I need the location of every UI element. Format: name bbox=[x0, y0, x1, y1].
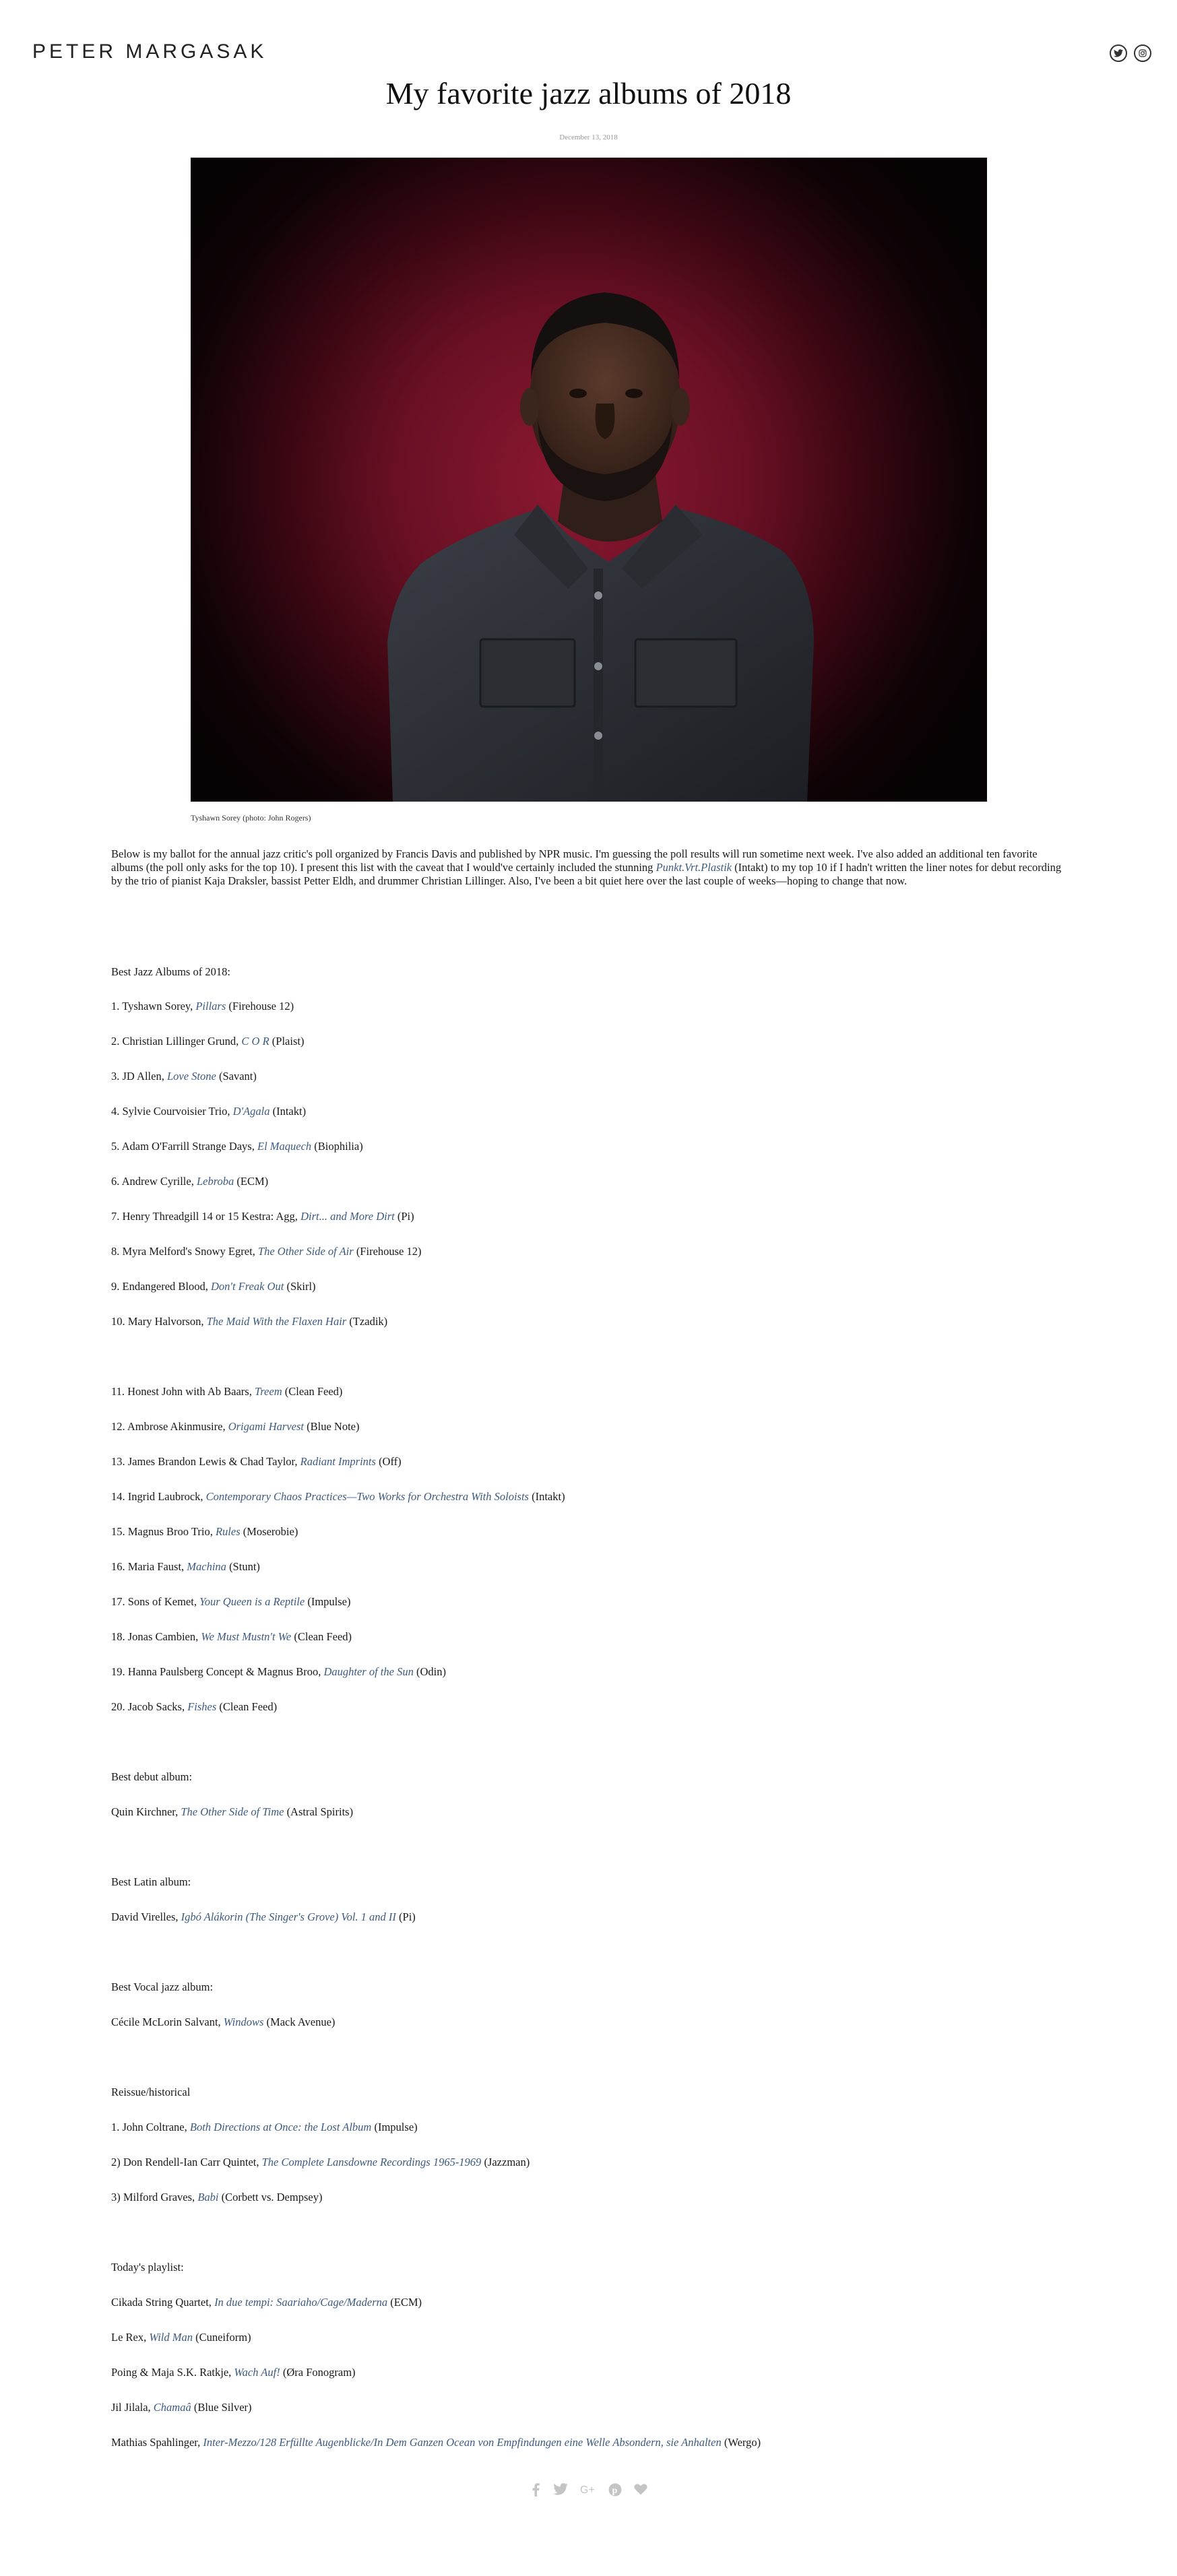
text-span: 15. Magnus Broo Trio, bbox=[111, 1525, 216, 1538]
list-item bbox=[111, 1315, 1068, 1328]
album-link[interactable]: Wach Auf! bbox=[234, 2366, 280, 2379]
text-span: 20. Jacob Sacks, bbox=[111, 1700, 188, 1713]
text-span: Jil Jilala, bbox=[111, 2401, 154, 2414]
text-span: (Øra Fonogram) bbox=[280, 2366, 356, 2379]
text-span: (Jazzman) bbox=[481, 2156, 530, 2168]
text-span: (Clean Feed) bbox=[282, 1385, 343, 1398]
list-item bbox=[111, 2296, 1068, 2309]
album-link[interactable]: D'Agala bbox=[232, 1105, 270, 1118]
list-item bbox=[111, 1700, 1068, 1714]
text-span: Best Jazz Albums of 2018: bbox=[111, 965, 230, 978]
pinterest-icon[interactable] bbox=[608, 2483, 622, 2500]
album-link[interactable]: Lebroba bbox=[196, 1175, 234, 1188]
list-item bbox=[111, 2366, 1068, 2379]
text-span: (Clean Feed) bbox=[291, 1630, 352, 1643]
album-link[interactable]: Origami Harvest bbox=[228, 1420, 304, 1433]
text-span: (Pi) bbox=[395, 1910, 416, 1923]
text-span: 11. Honest John with Ab Baars, bbox=[111, 1385, 255, 1398]
list-item bbox=[111, 2156, 1068, 2169]
album-link[interactable]: Pillars bbox=[195, 1000, 226, 1012]
list-item bbox=[111, 2331, 1068, 2344]
list-item bbox=[111, 2016, 1068, 2029]
google-plus-icon[interactable] bbox=[580, 2483, 596, 2500]
album-link[interactable]: Contemporary Chaos Practices—Two Works for Orchestra With Soloists bbox=[205, 1490, 529, 1503]
intro-paragraph bbox=[111, 847, 1068, 888]
photo-caption: Tyshawn Sorey (photo: John Rogers) bbox=[191, 813, 311, 823]
list-item bbox=[111, 1805, 1068, 1819]
text-span: 16. Maria Faust, bbox=[111, 1560, 187, 1573]
post-title: My favorite jazz albums of 2018 bbox=[385, 76, 792, 110]
text-span: 3. JD Allen, bbox=[111, 1070, 167, 1083]
album-link[interactable]: The Maid With the Flaxen Hair bbox=[206, 1315, 347, 1328]
text-span: (Firehouse 12) bbox=[226, 1000, 294, 1012]
list-item bbox=[111, 965, 1068, 979]
text-span: (Impulse) bbox=[371, 2121, 418, 2133]
text-span: (Moserobie) bbox=[240, 1525, 298, 1538]
album-link[interactable]: Don't Freak Out bbox=[211, 1280, 284, 1293]
text-span: (Blue Silver) bbox=[191, 2401, 252, 2414]
list-item bbox=[111, 1875, 1068, 1889]
text-span: 6. Andrew Cyrille, bbox=[111, 1175, 197, 1188]
text-span: (Cuneiform) bbox=[192, 2331, 251, 2344]
social-links bbox=[1110, 44, 1151, 62]
list-item bbox=[111, 2121, 1068, 2134]
list-item bbox=[111, 1525, 1068, 1539]
text-span: (ECM) bbox=[387, 2296, 422, 2309]
text-span: Poing & Maja S.K. Ratkje, bbox=[111, 2366, 234, 2379]
album-link[interactable]: Machina bbox=[187, 1560, 226, 1573]
text-span: Best debut album: bbox=[111, 1770, 193, 1783]
text-span: (Intakt) bbox=[269, 1105, 307, 1118]
text-span: 7. Henry Threadgill 14 or 15 Kestra: Agg, bbox=[111, 1210, 301, 1223]
text-span: (Wergo) bbox=[721, 2436, 761, 2449]
text-span: 18. Jonas Cambien, bbox=[111, 1630, 201, 1643]
text-span: 4. Sylvie Courvoisier Trio, bbox=[111, 1105, 233, 1118]
text-span: 12. Ambrose Akinmusire, bbox=[111, 1420, 228, 1433]
svg-text:G+: G+ bbox=[579, 2484, 595, 2495]
text-span: 10. Mary Halvorson, bbox=[111, 1315, 207, 1328]
twitter-icon[interactable] bbox=[1110, 44, 1127, 62]
text-span: Quin Kirchner, bbox=[111, 1805, 181, 1818]
album-link[interactable]: Windows bbox=[223, 2016, 264, 2028]
list-item bbox=[111, 2086, 1068, 2099]
album-link[interactable]: Wild Man bbox=[149, 2331, 193, 2344]
list-item bbox=[111, 1140, 1068, 1153]
album-link[interactable]: Fishes bbox=[187, 1700, 217, 1713]
text-span: 17. Sons of Kemet, bbox=[111, 1595, 200, 1608]
text-span: 9. Endangered Blood, bbox=[111, 1280, 212, 1293]
list-item bbox=[111, 1455, 1068, 1469]
text-span: (Intakt) bbox=[528, 1490, 565, 1503]
list-item bbox=[111, 2191, 1068, 2204]
site-title[interactable]: PETER MARGASAK bbox=[32, 40, 267, 63]
album-link[interactable]: We Must Mustn't We bbox=[201, 1630, 292, 1643]
list-item bbox=[111, 1490, 1068, 1504]
list-item bbox=[111, 1385, 1068, 1398]
text-span: Cikada String Quartet, bbox=[111, 2296, 215, 2309]
album-link[interactable]: El Maquech bbox=[257, 1140, 312, 1153]
list-item bbox=[111, 2436, 1068, 2449]
text-span: Reissue/historical bbox=[111, 2086, 191, 2098]
text-span: (Odin) bbox=[413, 1665, 446, 1678]
text-span: Best Vocal jazz album: bbox=[111, 1981, 214, 1993]
text-span: 1. John Coltrane, bbox=[111, 2121, 190, 2133]
text-span: (Firehouse 12) bbox=[353, 1245, 422, 1258]
list-item bbox=[111, 1595, 1068, 1609]
album-link[interactable]: The Other Side of Air bbox=[257, 1245, 354, 1258]
album-link[interactable]: Daughter of the Sun bbox=[323, 1665, 414, 1678]
text-span: Cécile McLorin Salvant, bbox=[111, 2016, 224, 2028]
text-span: David Virelles, bbox=[111, 1910, 181, 1923]
text-span: (Blue Note) bbox=[304, 1420, 360, 1433]
heart-icon[interactable] bbox=[634, 2483, 647, 2500]
text-span: 2) Don Rendell-Ian Carr Quintet, bbox=[111, 2156, 262, 2168]
twitter-icon[interactable] bbox=[553, 2483, 568, 2500]
text-span: (Skirl) bbox=[284, 1280, 316, 1293]
text-span: (Off) bbox=[375, 1455, 402, 1468]
text-span: Mathias Spahlinger, bbox=[111, 2436, 203, 2449]
album-link[interactable]: Punkt.Vrt.Plastik bbox=[656, 861, 732, 874]
album-link[interactable]: In due tempi: Saariaho/Cage/Maderna bbox=[214, 2296, 388, 2309]
list-item bbox=[111, 1420, 1068, 1434]
list-item bbox=[111, 1070, 1068, 1083]
text-span: (Clean Feed) bbox=[216, 1700, 278, 1713]
facebook-icon[interactable] bbox=[530, 2483, 541, 2500]
list-item bbox=[111, 1981, 1068, 1994]
album-link[interactable]: Radiant Imprints bbox=[300, 1455, 376, 1468]
post-body bbox=[111, 847, 1068, 888]
list-item bbox=[111, 1910, 1068, 1924]
list-item bbox=[111, 1770, 1068, 1784]
text-span: 1. Tyshawn Sorey, bbox=[111, 1000, 196, 1012]
instagram-icon[interactable] bbox=[1134, 44, 1151, 62]
list-item bbox=[111, 1245, 1068, 1258]
text-span: Le Rex, bbox=[111, 2331, 150, 2344]
text-span: 8. Myra Melford's Snowy Egret, bbox=[111, 1245, 258, 1258]
list-item bbox=[111, 1665, 1068, 1679]
portrait-illustration bbox=[191, 158, 987, 802]
text-span: 2. Christian Lillinger Grund, bbox=[111, 1035, 242, 1048]
album-link[interactable]: Rules bbox=[215, 1525, 241, 1538]
text-span: 13. James Brandon Lewis & Chad Taylor, bbox=[111, 1455, 300, 1468]
text-span: (Stunt) bbox=[226, 1560, 260, 1573]
text-span: Today's playlist: bbox=[111, 2261, 184, 2274]
text-span: (Corbett vs. Dempsey) bbox=[218, 2191, 323, 2203]
album-link[interactable]: Inter-Mezzo/128 Erfüllte Augenblicke/In Dem Ganzen Ocean von Empfindungen eine Welle Absondern, sie Anhalten bbox=[203, 2436, 722, 2449]
album-link[interactable]: Treem bbox=[254, 1385, 282, 1398]
text-span: 3) Milford Graves, bbox=[111, 2191, 198, 2203]
text-span: Best Latin album: bbox=[111, 1875, 191, 1888]
album-link[interactable]: Babi bbox=[197, 2191, 219, 2203]
text-span: (ECM) bbox=[234, 1175, 269, 1188]
list-item bbox=[111, 2401, 1068, 2414]
list-item bbox=[111, 2261, 1068, 2274]
list-item bbox=[111, 1035, 1068, 1048]
text-span: (Intakt) to my top 10 if I hadn't written the liner notes for debut recording by the trio of pianist Kaja Draksler, bassist Petter Eldh, and drummer Christian Lillinger. Also, I've been a bit quiet here over the last couple of weeks—hoping to change that now. bbox=[111, 861, 1062, 887]
hero-photo bbox=[191, 158, 987, 802]
album-link[interactable]: Both Directions at Once: the Lost Album bbox=[189, 2121, 372, 2133]
text-span: (Impulse) bbox=[305, 1595, 351, 1608]
list-item bbox=[111, 1105, 1068, 1118]
list-item bbox=[111, 1560, 1068, 1574]
album-link[interactable]: The Complete Lansdowne Recordings 1965-1969 bbox=[261, 2156, 482, 2168]
album-link[interactable]: C O R bbox=[241, 1035, 269, 1048]
text-span: 19. Hanna Paulsberg Concept & Magnus Broo, bbox=[111, 1665, 324, 1678]
share-bar bbox=[0, 2483, 1177, 2500]
text-span: Below is my ballot for the annual jazz critic's poll organized by Francis Davis and published by NPR music. I'm guessing the poll results will run sometime next week. I've also added an additional ten favorite albums (the poll only asks for the top 10). I present this list with the caveat that I would've certainly included the stunning bbox=[111, 847, 1038, 874]
list-item bbox=[111, 1630, 1068, 1644]
text-span: (Pi) bbox=[394, 1210, 414, 1223]
album-link[interactable]: Your Queen is a Reptile bbox=[199, 1595, 305, 1608]
text-span: (Savant) bbox=[216, 1070, 257, 1083]
text-span: (Plaist) bbox=[269, 1035, 305, 1048]
text-span: 14. Ingrid Laubrock, bbox=[111, 1490, 206, 1503]
album-link[interactable]: Dirt... and More Dirt bbox=[300, 1210, 395, 1223]
album-link[interactable]: The Other Side of Time bbox=[181, 1805, 284, 1818]
text-span: (Biophilia) bbox=[311, 1140, 363, 1153]
album-link[interactable]: Igbó Alákorin (The Singer's Grove) Vol. 1 and II bbox=[181, 1910, 396, 1923]
text-span: (Astral Spirits) bbox=[284, 1805, 354, 1818]
album-link[interactable]: Love Stone bbox=[166, 1070, 216, 1083]
text-span: 5. Adam O'Farrill Strange Days, bbox=[111, 1140, 257, 1153]
list-item bbox=[111, 1175, 1068, 1188]
svg-text:p: p bbox=[612, 2486, 617, 2496]
list-item bbox=[111, 1000, 1068, 1013]
post-date[interactable]: December 13, 2018 bbox=[559, 133, 618, 141]
list-item bbox=[111, 1210, 1068, 1223]
text-span: (Mack Avenue) bbox=[263, 2016, 336, 2028]
album-link[interactable]: Chamaâ bbox=[153, 2401, 191, 2414]
list-item bbox=[111, 1280, 1068, 1293]
text-span: (Tzadik) bbox=[346, 1315, 388, 1328]
